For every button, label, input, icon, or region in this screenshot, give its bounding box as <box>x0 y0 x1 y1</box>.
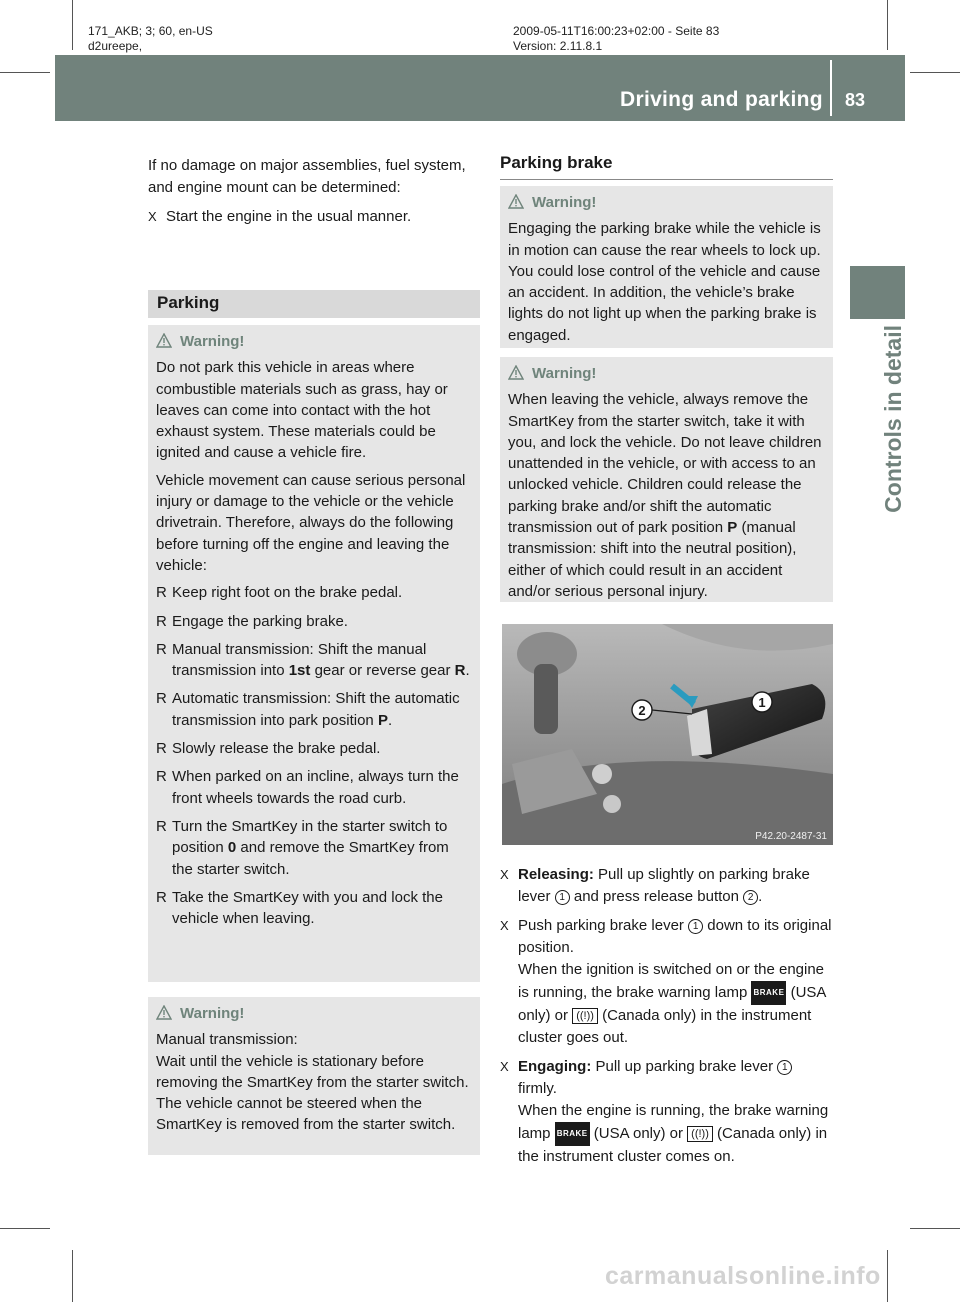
intro-text: If no damage on major assemblies, fuel system, and engine mount can be determined: <box>148 157 466 196</box>
warning-heading <box>156 1003 472 1026</box>
step-arrow-icon: X <box>500 918 509 933</box>
warning-box-manual <box>148 997 480 1155</box>
crop-mark <box>0 72 50 73</box>
warning-triangle-icon <box>508 194 524 215</box>
step-arrow-icon: X <box>148 209 157 224</box>
warning-title: Warning! <box>532 365 597 382</box>
list-item: R Slowly release the brake pedal. <box>156 740 381 758</box>
meta-left-2: d2ureepe, <box>88 39 143 53</box>
warning-triangle-icon <box>156 1005 172 1026</box>
left-intro <box>148 155 473 235</box>
step-arrow-icon: X <box>500 867 509 882</box>
photo-callout-1: 1 <box>758 695 766 710</box>
side-tab-label: Controls in detail <box>880 325 906 513</box>
step-arrow-icon: X <box>500 1059 509 1074</box>
list-item: R Take the SmartKey with you and lock the vehicle when leaving. <box>156 888 443 928</box>
brake-warning-canada-icon: ((!)) <box>572 1008 598 1024</box>
list-item: R Manual transmission: Shift the manual transmission into 1st gear or reverse gear R. <box>156 640 470 680</box>
warning-triangle-icon <box>156 333 172 354</box>
warning-title: Warning! <box>532 194 597 211</box>
warning-text: Engaging the parking brake while the vehicle is in motion can cause the rear wheels to lock up. You could lose control of the vehicle and cause an accident. In addition, the vehicle’s brake lights do not light up when the parking brake is engaged. <box>508 220 821 344</box>
photo-code: P42.20-2487-31 <box>755 831 827 842</box>
callout-2-icon: 2 <box>743 890 758 905</box>
step-releasing: X Releasing: Pull up slightly on parking brake lever 1 and press release button 2 . <box>500 866 810 905</box>
list-item: R When parked on an incline, always turn the front wheels towards the road curb. <box>156 768 459 807</box>
warning-title: Warning! <box>180 333 245 350</box>
photo-callout-2: 2 <box>638 703 646 718</box>
step-engaging: X Engaging: Pull up parking brake lever 1 firmly. When the engine is running, the brake warning lamp BRAKE (USA only) or ((!)) (Canada only) in the instrument cluster comes on. <box>500 1058 829 1165</box>
parking-brake-photo <box>502 624 833 845</box>
crop-mark <box>910 1228 960 1229</box>
warning-box-children <box>500 357 833 602</box>
warning-heading <box>508 192 825 215</box>
crop-mark <box>910 72 960 73</box>
header-divider <box>830 60 832 116</box>
step-text: Start the engine in the usual manner. <box>166 208 412 225</box>
callout-1-icon: 1 <box>555 890 570 905</box>
meta-right-2: Version: 2.11.8.1 <box>513 39 603 53</box>
meta-left-1: 171_AKB; 3; 60, en-US <box>88 24 213 38</box>
step-start-engine <box>148 206 473 228</box>
warning-box-park <box>148 325 480 982</box>
page-number: 83 <box>845 90 866 110</box>
list-item: R Turn the SmartKey in the starter switch to position 0 and remove the SmartKey from the starter switch. <box>156 817 449 878</box>
callout-1-icon: 1 <box>688 919 703 934</box>
list-item: R Engage the parking brake. <box>156 612 348 630</box>
warning-text: Wait until the vehicle is stationary before removing the SmartKey from the starter switch. The vehicle cannot be steered when the SmartKey is removed from the starter switch. <box>156 1052 469 1134</box>
watermark: carmanualsonline.info <box>605 1262 881 1290</box>
crop-mark <box>72 0 73 50</box>
warning-text: When leaving the vehicle, always remove the SmartKey from the starter switch, take it with you, and lock the vehicle. Do not leave children unattended in the vehicle, or with access to an unlocked vehicle. Children could release the parking brake and/or shift the automatic transmission out of park position P (manual transmission: shift into the neutral position), either of which could result in an accident and/or serious personal injury. <box>508 391 822 600</box>
warning-title: Warning! <box>180 1005 245 1022</box>
crop-mark <box>887 1250 888 1302</box>
section-heading-parking-brake <box>500 153 833 180</box>
step-push-down: X Push parking brake lever 1 down to its original position. When the ignition is switched on or the engine is running, the brake warning lamp BRAKE (USA only) or ((!)) (Canada only) in the instrument cluster goes out. <box>500 917 832 1046</box>
list-item: R Automatic transmission: Shift the automatic transmission into park position P. <box>156 690 460 729</box>
meta-right-1: 2009-05-11T16:00:23+02:00 - Seite 83 <box>513 24 720 38</box>
crop-mark <box>72 1250 73 1302</box>
side-tab <box>878 325 918 655</box>
warning-triangle-icon <box>508 365 524 386</box>
warning-heading <box>508 363 825 386</box>
right-steps <box>500 864 833 1175</box>
brake-warning-canada-icon: ((!)) <box>687 1126 713 1142</box>
warning-text: Do not park this vehicle in areas where combustible materials such as grass, hay or leaves can come into contact with the hot exhaust system. These materials could be ignited and cause a vehicle fire. <box>156 359 448 462</box>
warning-text: Vehicle movement can cause serious personal injury or damage to the vehicle or the vehicle drivetrain. Therefore, always do the following before turning off the engine and leaving the vehicle: <box>156 471 466 574</box>
section-title: Parking <box>157 293 220 312</box>
brake-lamp-icon: BRAKE <box>555 1122 590 1146</box>
crop-mark <box>0 1228 50 1229</box>
page-title: Driving and parking <box>620 88 823 111</box>
brake-lamp-icon: BRAKE <box>751 981 786 1005</box>
warning-box-engage <box>500 186 833 348</box>
list-item: R Keep right foot on the brake pedal. <box>156 584 403 602</box>
callout-1-icon: 1 <box>777 1060 792 1075</box>
crop-mark <box>887 0 888 50</box>
warning-text: Manual transmission: <box>156 1031 298 1049</box>
warning-heading <box>156 331 472 354</box>
side-tab-block <box>850 266 905 319</box>
section-heading-parking <box>148 290 480 318</box>
section-title: Parking brake <box>500 153 613 172</box>
